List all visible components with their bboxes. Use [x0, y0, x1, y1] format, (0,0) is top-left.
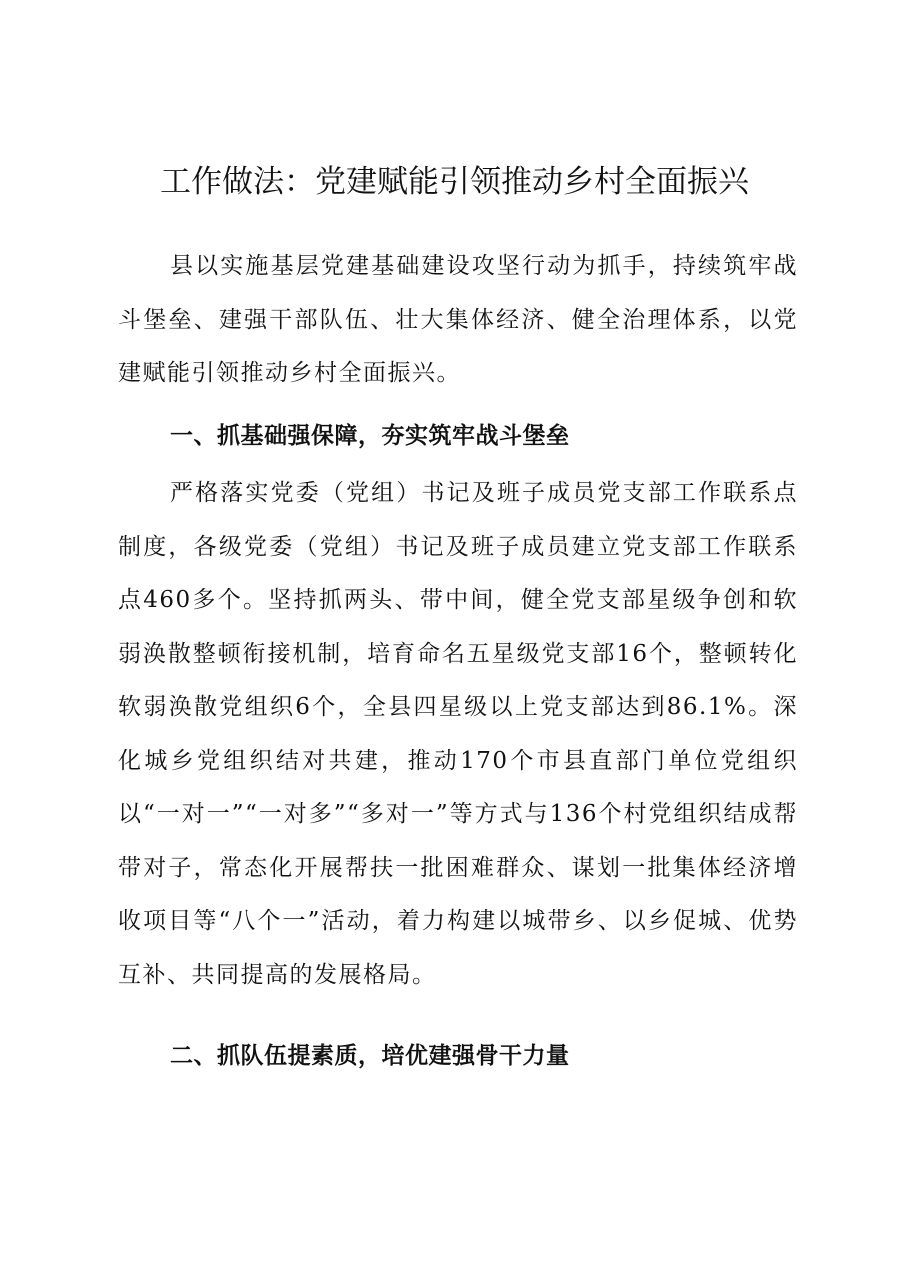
intro-paragraph: 县以实施基层党建基础建设攻坚行动为抓手，持续筑牢战斗堡垒、建强干部队伍、壮大集体经济、健全治理体系，以党建赋能引领推动乡村全面振兴。 [118, 253, 798, 386]
section-1-paragraph: 严格落实党委（党组）书记及班子成员党支部工作联系点制度，各级党委（党组）书记及班子成员建立党支部工作联系点460多个。坚持抓两头、带中间，健全党支部星级争创和软弱涣散整顿衔接机制，培育命名五星级党支部16个，整顿转化软弱涣散党组织6个，全县四星级以上党支部达到86.1%。深化城乡党组织结对共建，推动170个市县直部门单位党组织以“一对一”“一对多”“多对一”等方式与136个村党组织结成帮带对子，常态化开展帮扶一批困难群众、谋划一批集体经济增收项目等“八个一”活动，着力构建以城带乡、以乡促城、优势互补、共同提高的发展格局。 [118, 480, 798, 988]
section-1-heading: 一、抓基础强保障，夯实筑牢战斗堡垒 [170, 423, 570, 449]
section-2-heading: 二、抓队伍提素质，培优建强骨干力量 [170, 1043, 570, 1069]
document-title: 工作做法：党建赋能引领推动乡村全面振兴 [160, 164, 749, 200]
